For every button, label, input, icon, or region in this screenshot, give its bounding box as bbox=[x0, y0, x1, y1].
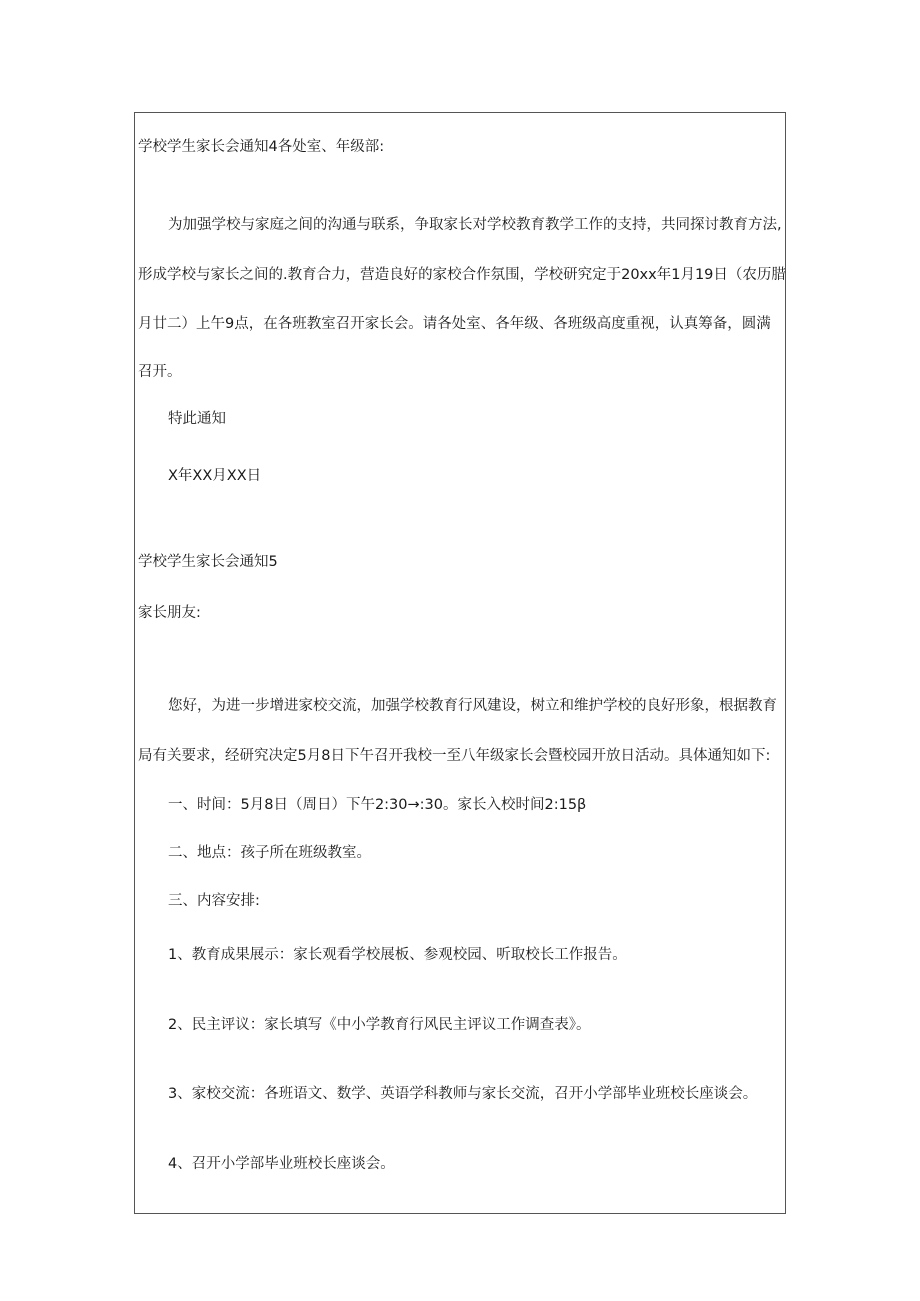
notice5-heading: 学校学生家长会通知5 bbox=[138, 554, 278, 570]
notice4-heading: 学校学生家长会通知4各处室、年级部: bbox=[138, 139, 385, 155]
notice4-closing: 特此通知 bbox=[168, 411, 226, 427]
document-frame bbox=[134, 112, 786, 1214]
agenda-item: 4、召开小学部毕业班校长座谈会。 bbox=[168, 1156, 395, 1172]
notice5-agenda-title: 三、内容安排: bbox=[168, 893, 260, 909]
agenda-item: 3、家校交流：各班语文、数学、英语学科教师与家长交流，召开小学部毕业班校长座谈会。 bbox=[168, 1086, 758, 1102]
notice5-salutation: 家长朋友: bbox=[138, 605, 201, 621]
agenda-item: 1、教育成果展示：家长观看学校展板、参观校园、听取校长工作报告。 bbox=[168, 947, 627, 963]
notice4-paragraph-line: 月廿二）上午9点，在各班教室召开家长会。请各处室、各年级、各班级高度重视，认真筹备，圆满 bbox=[138, 316, 771, 332]
notice5-intro-line: 您好，为进一步增进家校交流，加强学校教育行风建设，树立和维护学校的良好形象，根据教育 bbox=[168, 698, 777, 714]
notice5-place: 二、地点：孩子所在班级教室。 bbox=[168, 845, 371, 861]
agenda-item: 2、民主评议：家长填写《中小学教育行风民主评议工作调查表》。 bbox=[168, 1017, 591, 1033]
notice5-intro-line: 局有关要求，经研究决定5月8日下午召开我校一至八年级家长会暨校园开放日活动。具体通知如下: bbox=[138, 748, 771, 764]
notice4-paragraph-line: 形成学校与家长之间的.教育合力，营造良好的家校合作氛围，学校研究定于20xx年1月19日（农历腊 bbox=[138, 267, 786, 283]
notice4-date: X年XX月XX日 bbox=[168, 468, 262, 484]
notice5-time: 一、时间：5月8日（周日）下午2:30→:30。家长入校时间2:15β bbox=[168, 797, 587, 813]
notice4-paragraph-line: 为加强学校与家庭之间的沟通与联系，争取家长对学校教育教学工作的支持，共同探讨教育方法, bbox=[168, 217, 782, 233]
notice4-paragraph-line: 召开。 bbox=[138, 364, 182, 380]
